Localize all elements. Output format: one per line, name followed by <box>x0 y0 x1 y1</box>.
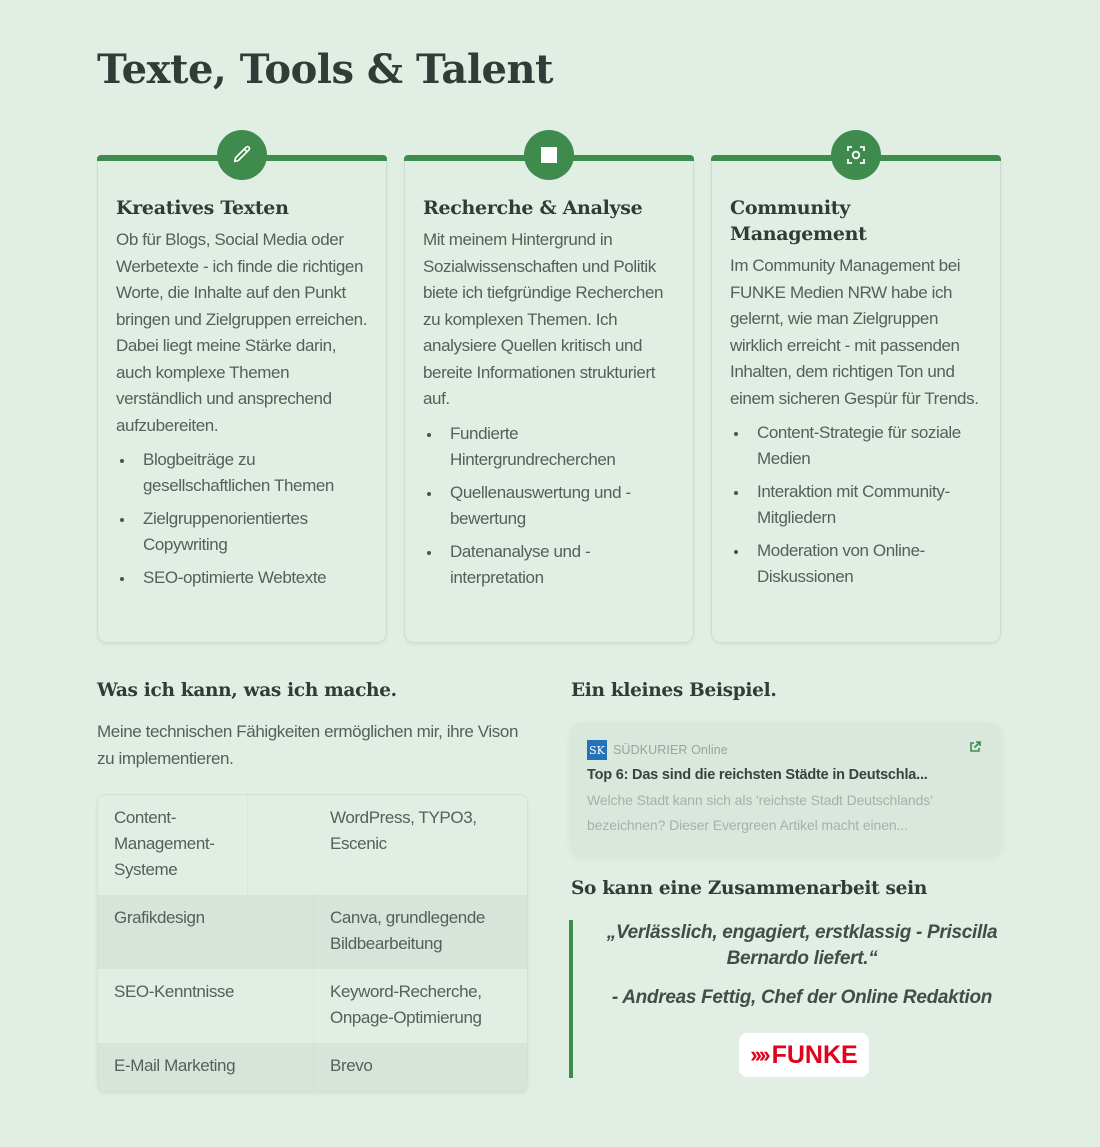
funke-logo <box>739 1033 869 1077</box>
table-row <box>98 795 527 895</box>
card-description: Mit meinem Hintergrund in Sozialwissenschaften und Politik biete ich tiefgründige Recherchen zu komplexen Themen. Ich analysiere Quellen kritisch und bereite Informationen strukturiert auf. <box>423 230 664 408</box>
table-row <box>98 969 527 1043</box>
table-row <box>98 1043 527 1091</box>
quote-author: - Andreas Fettig, Chef der Online Redaktion <box>611 987 993 1008</box>
list-item: Zielgruppenorientiertes Copywriting <box>116 506 372 558</box>
card-title: Kreatives Texten <box>116 197 289 219</box>
community-focus-icon <box>846 145 866 165</box>
skill-name: Grafikdesign <box>98 895 314 969</box>
article-description: Welche Stadt kann sich als 'reichste Stadt Deutschlands' bezeichnen? Dieser Evergreen Artikel macht einen... <box>587 792 933 833</box>
skills-table <box>97 794 528 1092</box>
quote-text: „Verlässlich, engagiert, erstklassig - Priscilla Bernardo liefert.“ <box>606 922 998 969</box>
list-item: Blogbeiträge zu gesellschaftlichen Themen <box>116 447 372 499</box>
article-link-card[interactable] <box>571 723 1001 855</box>
table-row <box>98 895 527 969</box>
skill-name: E-Mail Marketing <box>98 1043 314 1091</box>
skill-tools: Keyword-Recherche, Onpage-Optimierung <box>330 982 482 1027</box>
pencil-icon <box>231 144 253 166</box>
skill-name: Content-Management-Systeme <box>98 795 248 895</box>
source-name: SÜDKURIER Online <box>613 743 728 757</box>
funke-chevrons-icon: ›››› <box>750 1042 768 1067</box>
skills-heading: Was ich kann, was ich mache. <box>97 680 397 701</box>
card-description: Ob für Blogs, Social Media oder Werbetexte - ich finde die richtigen Worte, die Inhalte auf den Punkt bringen und Zielgruppen erreichen. Dabei liegt meine Stärke darin, auch komplexe Themen verständlich und ansprechend aufzubereiten. <box>116 230 368 435</box>
external-link-icon[interactable] <box>969 741 981 753</box>
list-item: Datenanalyse und -interpretation <box>423 539 679 591</box>
card-feature-list <box>423 421 679 591</box>
square-icon <box>540 146 558 164</box>
card-description: Im Community Management bei FUNKE Medien NRW habe ich gelernt, wie man Zielgruppen wirklich erreicht - mit passenden Inhalten, dem richtigen Ton und einem sicheren Gespür für Trends. <box>730 256 979 408</box>
list-item: Content-Strategie für soziale Medien <box>730 420 986 472</box>
list-item: Moderation von Online-Diskussionen <box>730 538 986 590</box>
funke-wordmark: FUNKE <box>771 1040 858 1069</box>
skill-tools: Brevo <box>330 1056 373 1075</box>
testimonial-heading: So kann eine Zusammenarbeit sein <box>571 878 927 899</box>
example-heading: Ein kleines Beispiel. <box>571 680 777 701</box>
card-feature-list <box>116 447 372 591</box>
card-title: Community Management <box>730 197 867 245</box>
testimonial-quote <box>569 920 1001 1078</box>
card-icon-badge <box>217 130 267 180</box>
card-title: Recherche & Analyse <box>423 197 643 219</box>
skill-tools: WordPress, TYPO3, Escenic <box>330 808 477 853</box>
list-item: Quellenauswertung und -bewertung <box>423 480 679 532</box>
card-icon-badge <box>524 130 574 180</box>
service-card-kreatives-texten <box>97 155 387 643</box>
card-feature-list <box>730 420 986 590</box>
list-item: SEO-optimierte Webtexte <box>116 565 372 591</box>
skill-tools: Canva, grundlegende Bildbearbeitung <box>330 908 485 953</box>
skill-name: SEO-Kenntnisse <box>98 969 314 1043</box>
article-source <box>587 739 985 761</box>
service-card-community-management <box>711 155 1001 643</box>
suedkurier-logo: SK <box>587 740 607 760</box>
service-card-recherche-analyse <box>404 155 694 643</box>
page-title: Texte, Tools & Talent <box>97 46 554 93</box>
list-item: Fundierte Hintergrundrecherchen <box>423 421 679 473</box>
article-title[interactable]: Top 6: Das sind die reichsten Städte in Deutschla... <box>587 767 928 783</box>
list-item: Interaktion mit Community-Mitgliedern <box>730 479 986 531</box>
card-icon-badge <box>831 130 881 180</box>
skills-intro: Meine technischen Fähigkeiten ermöglichen mir, ihre Vison zu implementieren. <box>97 722 519 768</box>
